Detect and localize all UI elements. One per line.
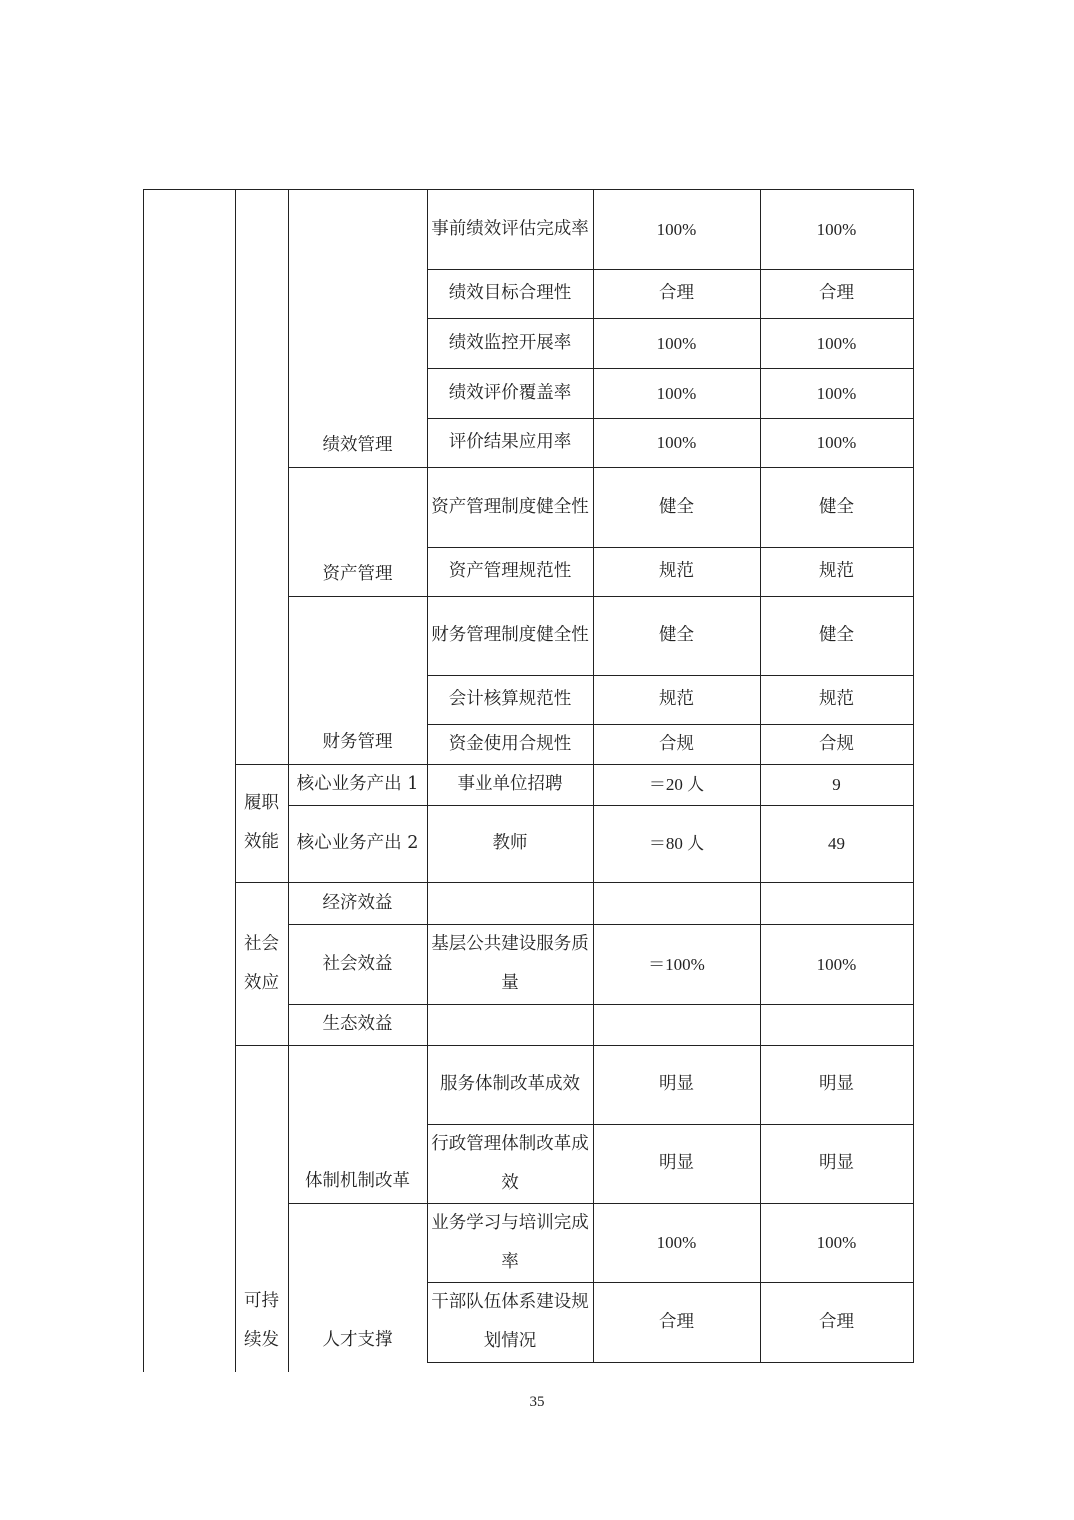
target-value-cell: ＝100% <box>648 954 705 974</box>
actual-value-cell: 合理 <box>819 1311 854 1332</box>
level2-label: 社会效应 <box>244 933 279 993</box>
indicator-cell: 事前绩效评估完成率 <box>431 218 589 239</box>
indicator-cell: 资金使用合规性 <box>448 733 572 754</box>
indicator-cell <box>427 1004 593 1045</box>
actual-value-cell: 健全 <box>819 625 854 645</box>
actual-value-cell <box>760 1004 913 1045</box>
target-value-cell: ＝20 人 <box>648 775 705 794</box>
target-value-cell: 合理 <box>659 283 694 303</box>
indicator-cell: 服务体制改革成效 <box>440 1074 580 1094</box>
target-value-cell: 100% <box>656 219 697 239</box>
target-value-cell <box>593 882 760 924</box>
level2-label: 履职效能 <box>244 793 279 852</box>
indicator-cell: 行政管理体制改革成效 <box>431 1133 589 1193</box>
actual-value-cell: 100% <box>816 333 857 353</box>
level3-label: 经济效益 <box>322 892 393 913</box>
actual-value-cell: 100% <box>816 1233 857 1252</box>
target-value-cell: 合规 <box>659 733 694 754</box>
actual-value-cell: 健全 <box>819 496 854 517</box>
indicator-cell: 资产管理制度健全性 <box>431 496 589 517</box>
indicator-cell: 教师 <box>492 833 528 853</box>
indicator-cell: 会计核算规范性 <box>448 689 572 709</box>
target-value-cell: 健全 <box>659 496 694 517</box>
actual-value-cell: 明显 <box>819 1074 854 1094</box>
page-number: 35 <box>529 1394 545 1410</box>
actual-value-cell: 合理 <box>819 283 854 303</box>
target-value-cell: 100% <box>656 433 697 452</box>
table-left-border <box>143 189 144 1372</box>
level3-label: 体制机制改革 <box>305 1171 410 1191</box>
level3-label: 社会效益 <box>322 953 393 974</box>
indicator-cell: 评价结果应用率 <box>448 432 572 452</box>
target-value-cell: ＝80 人 <box>648 834 705 853</box>
actual-value-cell: 100% <box>816 383 857 403</box>
actual-value-cell: 100% <box>816 954 857 974</box>
actual-value-cell: 明显 <box>819 1153 854 1173</box>
target-value-cell: 100% <box>656 333 697 353</box>
indicator-cell: 财务管理制度健全性 <box>431 625 589 645</box>
indicator-cell: 基层公共建设服务质量 <box>431 934 589 993</box>
level3-label: 财务管理 <box>322 732 393 752</box>
level3-label: 生态效益 <box>322 1014 393 1034</box>
target-value-cell: 明显 <box>659 1074 694 1094</box>
target-value-cell: 合理 <box>659 1311 694 1332</box>
level3-label: 核心业务产出 1 <box>296 774 419 794</box>
indicator-cell <box>427 882 593 924</box>
target-value-cell: 100% <box>656 1233 697 1252</box>
target-value-cell: 规范 <box>659 561 694 581</box>
actual-value-cell <box>760 882 913 924</box>
actual-value-cell: 规范 <box>819 689 854 709</box>
column-divider <box>913 189 914 1363</box>
indicator-cell: 绩效监控开展率 <box>448 332 572 353</box>
target-value-cell: 规范 <box>659 689 694 709</box>
actual-value-cell: 9 <box>832 775 841 794</box>
actual-value-cell: 49 <box>828 834 845 853</box>
level3-label: 绩效管理 <box>322 435 393 455</box>
level3-label: 人才支撑 <box>322 1330 393 1350</box>
target-value-cell: 明显 <box>659 1153 694 1173</box>
level3-label: 核心业务产出 2 <box>296 833 419 853</box>
indicator-cell: 事业单位招聘 <box>457 774 563 794</box>
indicator-cell: 干部队伍体系建设规划情况 <box>431 1292 589 1351</box>
indicator-cell: 绩效目标合理性 <box>448 283 572 303</box>
indicator-cell: 业务学习与培训完成率 <box>431 1212 589 1272</box>
actual-value-cell: 100% <box>816 433 857 452</box>
target-value-cell: 100% <box>656 383 697 403</box>
level2-label: 可持续发 <box>244 1291 279 1350</box>
indicator-cell: 资产管理规范性 <box>448 561 572 581</box>
row-divider <box>427 1362 914 1363</box>
actual-value-cell: 规范 <box>819 561 854 581</box>
indicator-cell: 绩效评价覆盖率 <box>448 382 572 403</box>
level3-label: 资产管理 <box>322 564 393 584</box>
target-value-cell: 健全 <box>659 625 694 645</box>
target-value-cell <box>593 1004 760 1045</box>
actual-value-cell: 100% <box>816 219 857 239</box>
actual-value-cell: 合规 <box>819 733 854 754</box>
